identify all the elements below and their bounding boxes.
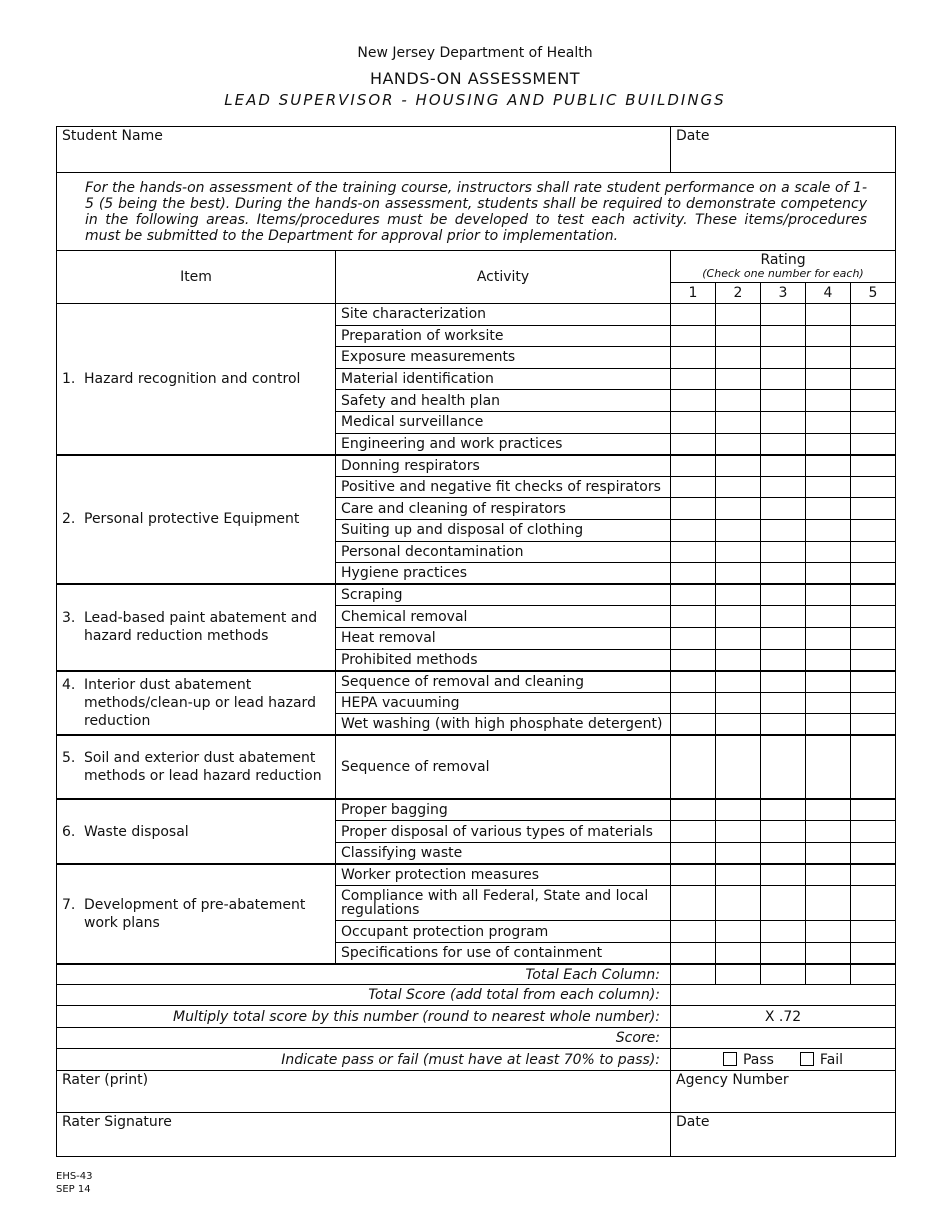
rating-note: (Check one number for each) (702, 266, 864, 280)
rating-cell-1[interactable] (671, 627, 716, 649)
activity-label: Care and cleaning of respirators (336, 498, 671, 520)
signature-date-label: Date (676, 1114, 710, 1131)
total-each-column-label: Total Each Column: (57, 964, 671, 985)
activity-label: Specifications for use of containment (336, 942, 671, 964)
rating-cell-4[interactable] (806, 799, 851, 821)
activity-label: Worker protection measures (336, 864, 671, 886)
activity-label: Donning respirators (336, 455, 671, 477)
rating-cell-5[interactable] (851, 498, 896, 520)
student-name-field[interactable] (57, 127, 671, 173)
rating-cell-5[interactable] (851, 325, 896, 347)
rating-cell-3[interactable] (761, 563, 806, 585)
item-number: 7. (62, 897, 76, 914)
activity-label: Chemical removal (336, 606, 671, 628)
agency-number-label: Agency Number (676, 1072, 789, 1089)
rating-cell-3[interactable] (761, 368, 806, 390)
rating-cell-3[interactable] (761, 671, 806, 693)
item-number: 3. (62, 610, 76, 627)
activity-label: Material identification (336, 368, 671, 390)
item-3 (57, 584, 336, 670)
rating-cell-1[interactable] (671, 714, 716, 736)
rating-cell-3[interactable] (761, 714, 806, 736)
rating-label: Rating (760, 251, 806, 268)
rating-cell-1[interactable] (671, 921, 716, 943)
item-2 (57, 455, 336, 585)
rating-cell-4[interactable] (806, 476, 851, 498)
multiplier-value: X .72 (671, 1006, 896, 1028)
column-total-1[interactable] (671, 964, 716, 985)
activity-label: Positive and negative fit checks of respirators (336, 476, 671, 498)
rating-cell-5[interactable] (851, 541, 896, 563)
item-number: 1. (62, 370, 76, 387)
rating-cell-4[interactable] (806, 735, 851, 799)
rating-cell-1[interactable] (671, 541, 716, 563)
rating-cell-3[interactable] (761, 864, 806, 886)
rating-number-3: 3 (761, 283, 806, 304)
activity-label: Site characterization (336, 304, 671, 326)
item-7 (57, 864, 336, 964)
rating-cell-2[interactable] (716, 368, 761, 390)
pass-fail-label: Indicate pass or fail (must have at least 70% to pass): (57, 1049, 671, 1071)
activity-label: Hygiene practices (336, 563, 671, 585)
rating-cell-1[interactable] (671, 390, 716, 412)
rating-cell-5[interactable] (851, 304, 896, 326)
rating-cell-2[interactable] (716, 584, 761, 606)
rating-cell-1[interactable] (671, 411, 716, 433)
rating-cell-4[interactable] (806, 368, 851, 390)
rating-cell-5[interactable] (851, 649, 896, 671)
item-label: Soil and exterior dust abatement methods or lead hazard reduction (84, 750, 322, 785)
rating-cell-1[interactable] (671, 368, 716, 390)
rating-cell-4[interactable] (806, 390, 851, 412)
item-label: Interior dust abatement methods/clean-up or lead hazard reduction (84, 676, 316, 729)
rating-cell-4[interactable] (806, 347, 851, 369)
rating-cell-2[interactable] (716, 921, 761, 943)
rating-cell-2[interactable] (716, 735, 761, 799)
rating-cell-4[interactable] (806, 411, 851, 433)
rating-cell-4[interactable] (806, 886, 851, 921)
rating-cell-4[interactable] (806, 821, 851, 843)
rating-cell-1[interactable] (671, 476, 716, 498)
rating-cell-4[interactable] (806, 942, 851, 964)
rating-cell-2[interactable] (716, 843, 761, 865)
item-label: Hazard recognition and control (84, 370, 301, 387)
rating-cell-2[interactable] (716, 606, 761, 628)
rating-cell-1[interactable] (671, 519, 716, 541)
rating-cell-2[interactable] (716, 563, 761, 585)
rating-cell-5[interactable] (851, 627, 896, 649)
rating-cell-5[interactable] (851, 821, 896, 843)
rating-cell-4[interactable] (806, 584, 851, 606)
rating-cell-2[interactable] (716, 347, 761, 369)
rating-cell-1[interactable] (671, 843, 716, 865)
item-1 (57, 304, 336, 455)
rating-cell-3[interactable] (761, 735, 806, 799)
item-number: 4. (62, 676, 76, 693)
item-column-header: Item (57, 251, 336, 304)
rating-cell-2[interactable] (716, 304, 761, 326)
rating-cell-2[interactable] (716, 714, 761, 736)
rating-cell-4[interactable] (806, 671, 851, 693)
rating-column-header (671, 251, 896, 283)
activity-label: Prohibited methods (336, 649, 671, 671)
assessment-table (56, 126, 896, 1157)
rating-cell-3[interactable] (761, 886, 806, 921)
total-score-label: Total Score (add total from each column): (57, 985, 671, 1006)
activity-label: Occupant protection program (336, 921, 671, 943)
rating-cell-3[interactable] (761, 799, 806, 821)
rating-cell-1[interactable] (671, 735, 716, 799)
rating-number-4: 4 (806, 283, 851, 304)
rating-cell-3[interactable] (761, 347, 806, 369)
rating-cell-3[interactable] (761, 390, 806, 412)
rating-cell-2[interactable] (716, 799, 761, 821)
activity-label: Sequence of removal (336, 735, 671, 799)
rating-cell-1[interactable] (671, 433, 716, 455)
activity-label: Proper bagging (336, 799, 671, 821)
activity-label: Suiting up and disposal of clothing (336, 519, 671, 541)
rating-cell-1[interactable] (671, 942, 716, 964)
rating-cell-4[interactable] (806, 563, 851, 585)
item-4 (57, 671, 336, 736)
date-field[interactable] (671, 127, 896, 173)
item-6 (57, 799, 336, 864)
form-footer (56, 1170, 93, 1196)
rating-cell-4[interactable] (806, 649, 851, 671)
rating-cell-5[interactable] (851, 921, 896, 943)
rating-cell-4[interactable] (806, 541, 851, 563)
rating-cell-5[interactable] (851, 347, 896, 369)
rating-cell-4[interactable] (806, 627, 851, 649)
rating-number-5: 5 (851, 283, 896, 304)
rating-cell-4[interactable] (806, 864, 851, 886)
rating-cell-3[interactable] (761, 498, 806, 520)
rating-cell-5[interactable] (851, 864, 896, 886)
rating-cell-3[interactable] (761, 304, 806, 326)
item-5 (57, 735, 336, 799)
item-label: Development of pre-abatement work plans (84, 897, 306, 932)
rating-cell-2[interactable] (716, 476, 761, 498)
activity-label: Scraping (336, 584, 671, 606)
rating-cell-2[interactable] (716, 541, 761, 563)
rating-cell-5[interactable] (851, 799, 896, 821)
rating-cell-5[interactable] (851, 671, 896, 693)
activity-label: Sequence of removal and cleaning (336, 671, 671, 693)
rating-cell-2[interactable] (716, 671, 761, 693)
rater-signature-label: Rater Signature (62, 1114, 172, 1131)
activity-label: Engineering and work practices (336, 433, 671, 455)
activity-label: Preparation of worksite (336, 325, 671, 347)
rating-cell-3[interactable] (761, 606, 806, 628)
rating-cell-5[interactable] (851, 584, 896, 606)
pass-label: Pass (742, 1051, 774, 1068)
fail-label: Fail (819, 1051, 844, 1068)
rating-cell-5[interactable] (851, 455, 896, 477)
item-number: 2. (62, 511, 76, 528)
rating-cell-3[interactable] (761, 627, 806, 649)
pass-fail-options (671, 1049, 896, 1071)
rating-cell-2[interactable] (716, 519, 761, 541)
rating-cell-1[interactable] (671, 692, 716, 714)
rating-cell-5[interactable] (851, 692, 896, 714)
activity-label: Exposure measurements (336, 347, 671, 369)
rating-cell-5[interactable] (851, 563, 896, 585)
column-total-2[interactable] (716, 964, 761, 985)
rating-cell-1[interactable] (671, 455, 716, 477)
rating-cell-3[interactable] (761, 411, 806, 433)
column-total-4[interactable] (806, 964, 851, 985)
rating-cell-3[interactable] (761, 455, 806, 477)
rating-cell-5[interactable] (851, 411, 896, 433)
activity-label: Classifying waste (336, 843, 671, 865)
rating-cell-1[interactable] (671, 864, 716, 886)
rating-cell-2[interactable] (716, 433, 761, 455)
rating-cell-2[interactable] (716, 692, 761, 714)
rating-cell-2[interactable] (716, 864, 761, 886)
activity-label: HEPA vacuuming (336, 692, 671, 714)
rating-cell-5[interactable] (851, 843, 896, 865)
rating-cell-5[interactable] (851, 519, 896, 541)
rating-cell-2[interactable] (716, 886, 761, 921)
rating-cell-5[interactable] (851, 606, 896, 628)
item-number: 6. (62, 823, 76, 840)
rating-cell-1[interactable] (671, 563, 716, 585)
rating-cell-2[interactable] (716, 455, 761, 477)
rating-cell-2[interactable] (716, 411, 761, 433)
activity-column-header: Activity (336, 251, 671, 304)
total-score-field[interactable] (671, 985, 896, 1006)
item-label: Waste disposal (84, 823, 189, 840)
activity-label: Proper disposal of various types of materials (336, 821, 671, 843)
agency-name: New Jersey Department of Health (357, 45, 593, 61)
rating-cell-5[interactable] (851, 390, 896, 412)
rating-cell-4[interactable] (806, 498, 851, 520)
column-total-5[interactable] (851, 964, 896, 985)
rating-cell-1[interactable] (671, 886, 716, 921)
rating-cell-2[interactable] (716, 390, 761, 412)
rating-cell-5[interactable] (851, 433, 896, 455)
rating-cell-5[interactable] (851, 886, 896, 921)
score-field[interactable] (671, 1028, 896, 1049)
rating-cell-3[interactable] (761, 649, 806, 671)
activity-label: Compliance with all Federal, State and local regulations (336, 886, 671, 921)
rating-cell-4[interactable] (806, 921, 851, 943)
activity-label: Safety and health plan (336, 390, 671, 412)
score-label: Score: (57, 1028, 671, 1049)
student-name-label: Student Name (62, 128, 163, 144)
activity-label: Heat removal (336, 627, 671, 649)
rating-cell-1[interactable] (671, 347, 716, 369)
rating-cell-3[interactable] (761, 519, 806, 541)
rating-cell-3[interactable] (761, 692, 806, 714)
activity-label: Medical surveillance (336, 411, 671, 433)
rating-cell-1[interactable] (671, 821, 716, 843)
rating-cell-4[interactable] (806, 606, 851, 628)
pass-checkbox[interactable] (723, 1052, 737, 1066)
rating-cell-1[interactable] (671, 584, 716, 606)
rating-cell-4[interactable] (806, 455, 851, 477)
rating-cell-1[interactable] (671, 304, 716, 326)
rating-number-1: 1 (671, 283, 716, 304)
item-label: Lead-based paint abatement and hazard reduction methods (84, 610, 318, 645)
form-id: EHS-43 (56, 1171, 93, 1182)
rating-cell-3[interactable] (761, 325, 806, 347)
date-label: Date (676, 128, 710, 144)
form-title: HANDS-ON ASSESSMENT (369, 69, 581, 88)
rating-cell-4[interactable] (806, 843, 851, 865)
rating-cell-3[interactable] (761, 476, 806, 498)
rating-cell-1[interactable] (671, 325, 716, 347)
rating-number-2: 2 (716, 283, 761, 304)
rating-cell-1[interactable] (671, 671, 716, 693)
rater-signature-field[interactable] (57, 1113, 671, 1157)
rater-print-field[interactable] (57, 1071, 671, 1113)
rating-cell-5[interactable] (851, 942, 896, 964)
form-subtitle: LEAD SUPERVISOR - HOUSING AND PUBLIC BUILDINGS (224, 91, 726, 109)
activity-label: Wet washing (with high phosphate detergent) (336, 714, 671, 736)
rating-cell-3[interactable] (761, 541, 806, 563)
rating-cell-2[interactable] (716, 942, 761, 964)
item-number: 5. (62, 750, 76, 767)
rating-cell-2[interactable] (716, 627, 761, 649)
rating-cell-2[interactable] (716, 498, 761, 520)
item-label: Personal protective Equipment (84, 511, 300, 528)
rating-cell-5[interactable] (851, 735, 896, 799)
rating-cell-1[interactable] (671, 649, 716, 671)
rating-cell-3[interactable] (761, 821, 806, 843)
activity-label: Personal decontamination (336, 541, 671, 563)
rating-cell-2[interactable] (716, 821, 761, 843)
rating-cell-1[interactable] (671, 606, 716, 628)
rating-cell-1[interactable] (671, 498, 716, 520)
rating-cell-2[interactable] (716, 649, 761, 671)
fail-checkbox[interactable] (800, 1052, 814, 1066)
rating-cell-4[interactable] (806, 519, 851, 541)
rating-cell-3[interactable] (761, 433, 806, 455)
signature-date-field[interactable] (671, 1113, 896, 1157)
rating-cell-1[interactable] (671, 799, 716, 821)
agency-number-field[interactable] (671, 1071, 896, 1113)
rating-cell-3[interactable] (761, 942, 806, 964)
rater-print-label: Rater (print) (62, 1072, 149, 1089)
rating-cell-4[interactable] (806, 433, 851, 455)
rating-cell-4[interactable] (806, 714, 851, 736)
rating-cell-5[interactable] (851, 368, 896, 390)
rating-cell-2[interactable] (716, 325, 761, 347)
rating-cell-3[interactable] (761, 584, 806, 606)
rating-cell-4[interactable] (806, 692, 851, 714)
rating-cell-4[interactable] (806, 325, 851, 347)
form-date: SEP 14 (56, 1184, 91, 1195)
rating-cell-5[interactable] (851, 476, 896, 498)
rating-cell-5[interactable] (851, 714, 896, 736)
rating-cell-4[interactable] (806, 304, 851, 326)
instructions: For the hands-on assessment of the training course, instructors shall rate student performance on a scale of 1-5 (5 being the best). During the hands-on assessment, students shall be required to demonstrate competency in the following areas. Items/procedures must be developed to test each activity. These items/procedures must be submitted to the Department for approval prior to implementation. (57, 173, 896, 251)
column-total-3[interactable] (761, 964, 806, 985)
rating-cell-3[interactable] (761, 843, 806, 865)
rating-cell-3[interactable] (761, 921, 806, 943)
multiply-label: Multiply total score by this number (round to nearest whole number): (57, 1006, 671, 1028)
